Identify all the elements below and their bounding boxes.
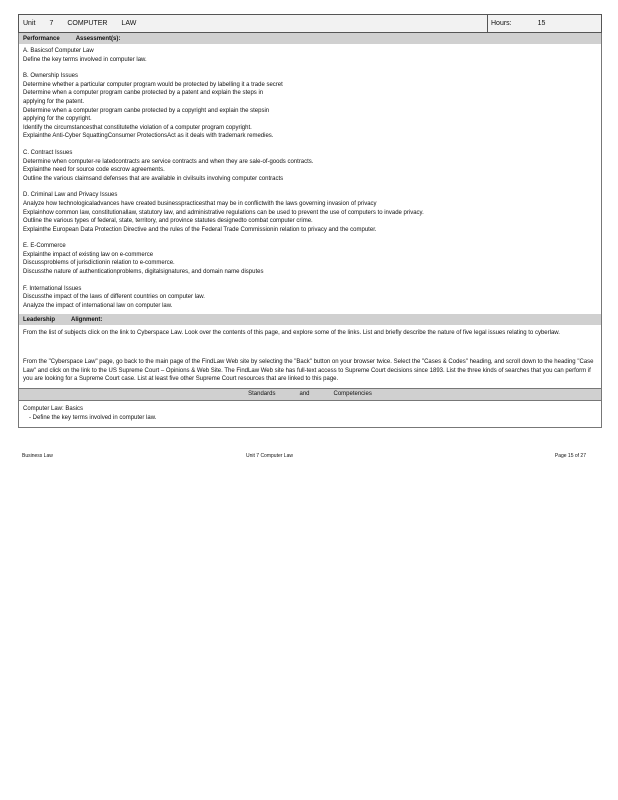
section-line: Discussthe nature of authenticationproblems, digitalsignatures, and domain name disputes xyxy=(23,269,264,276)
section-criminal-privacy xyxy=(23,191,597,234)
section-title: A. Basicsof Computer Law xyxy=(23,48,94,54)
section-line: applying for the copyright. xyxy=(23,116,92,123)
section-title: C. Contract Issues xyxy=(23,149,73,156)
footer-page-number: Page 15 of 27 xyxy=(554,453,586,459)
section-line: Explainhow common law, constitutionallaw, statutory law, and administrative regulations can be used to prevent the use of computers to invade privacy. xyxy=(23,209,424,216)
page-footer xyxy=(22,453,586,459)
alignment-label: Alignment: xyxy=(71,316,103,323)
hours-label: Hours: xyxy=(491,20,512,27)
leadership-content xyxy=(18,325,602,387)
standards-item: - Define the key terms involved in computer law. xyxy=(29,414,157,421)
section-line: Discussthe impact of the laws of different countries on computer law. xyxy=(23,294,205,301)
unit-title-part-1: COMPUTER xyxy=(67,20,108,27)
section-contract xyxy=(23,149,597,183)
leadership-paragraph: From the "Cyberspace Law" page, go back to the main page of the FindLaw Web site by selecting the "Back" button on your browser twice. Select the "Cases & Codes" heading, and scroll down to the heading "Case Law" and click on the link to the US Supreme Court – Opinions & Web Site. The FindLaw Web site has full-text access to Supreme Court decisions since 1893. List the three kinds of searches that you can perform if you are looking for a Supreme Court case. List at least five other Supreme Court resources that are linked to this page. xyxy=(23,359,594,383)
section-line: Determine when computer-re latedcontracts are service contracts and when they are sale-of-goods contracts. xyxy=(23,158,314,165)
standards-content xyxy=(18,401,602,428)
section-line: Explainthe European Data Protection Directive and the rules of the Federal Trade Commissionin relation to privacy and the computer. xyxy=(23,226,377,233)
section-line: Discussproblems of jurisdictionin relation to e-commerce. xyxy=(23,260,175,267)
section-international xyxy=(23,285,597,311)
standards-competencies-bar xyxy=(18,388,602,401)
section-line: Explainthe need for source code escrow agreements. xyxy=(23,167,165,174)
footer-course: Business Law xyxy=(22,453,53,459)
section-line: Explainthe Anti-Cyber SquattingConsumer ProtectionsAct as it deals with trademark remedies. xyxy=(23,133,274,140)
unit-title-cell xyxy=(19,15,487,32)
leadership-paragraph: From the list of subjects click on the link to Cyberspace Law. Look over the contents of this page, and explore some of the links. List and briefly describe the nature of five legal issues relating to cyberlaw. xyxy=(23,330,560,337)
section-title: F. International Issues xyxy=(23,285,82,292)
section-line: Determine when a computer program canbe protected by a copyright and explain the stepsin xyxy=(23,107,270,114)
unit-title-part-2: LAW xyxy=(121,20,137,27)
section-line: Outline the various claimsand defenses that are available in civilsuits involving computer contracts xyxy=(23,175,284,182)
section-line: Determine whether a particular computer program would be protected by labelling it a trade secret xyxy=(23,81,283,88)
standards-label: Standards xyxy=(248,391,276,398)
leadership-label: Leadership xyxy=(23,316,56,323)
leadership-alignment-bar xyxy=(18,314,602,325)
section-line: Determine when a computer program canbe protected by a patent and explain the steps in xyxy=(23,90,264,97)
objectives-content xyxy=(18,44,602,314)
section-line: Analyze how technologicaladvances have created businesspracticesthat may be in conflictwith the laws governing invasion of privacy xyxy=(23,200,377,207)
section-basics xyxy=(23,47,597,64)
document-page xyxy=(18,14,602,428)
performance-assessment-bar xyxy=(18,33,602,44)
section-title: D. Criminal Law and Privacy Issues xyxy=(23,192,118,199)
hours-cell xyxy=(487,15,601,32)
section-line: Explainthe impact of existing law on e-commerce xyxy=(23,251,154,258)
section-line: Define the key terms involved in computer law. xyxy=(23,56,147,63)
and-label: and xyxy=(299,391,310,398)
section-line: Analyze the impact of international law on computer law. xyxy=(23,302,173,309)
section-ownership xyxy=(23,72,597,141)
assessment-label: Assessment(s): xyxy=(75,35,121,42)
hours-value: 15 xyxy=(537,20,546,27)
unit-number: 7 xyxy=(49,20,54,27)
section-line: Outline the various types of federal, state, territory, and province statutes designedto combat computer crime. xyxy=(23,218,313,225)
section-line: Identify the circumstancesthat constitutethe violation of a computer program copyright. xyxy=(23,124,252,131)
section-title: E. E-Commerce xyxy=(23,243,66,250)
unit-label: Unit xyxy=(23,20,36,27)
standards-title: Computer Law: Basics xyxy=(23,405,84,412)
unit-header-bar xyxy=(18,14,602,33)
section-title: B. Ownership Issues xyxy=(23,73,79,80)
section-line: applying for the patent. xyxy=(23,98,85,105)
footer-unit: Unit 7 Computer Law xyxy=(246,453,293,459)
section-ecommerce xyxy=(23,242,597,276)
competencies-label: Competencies xyxy=(333,391,372,398)
performance-label: Performance xyxy=(23,35,60,42)
